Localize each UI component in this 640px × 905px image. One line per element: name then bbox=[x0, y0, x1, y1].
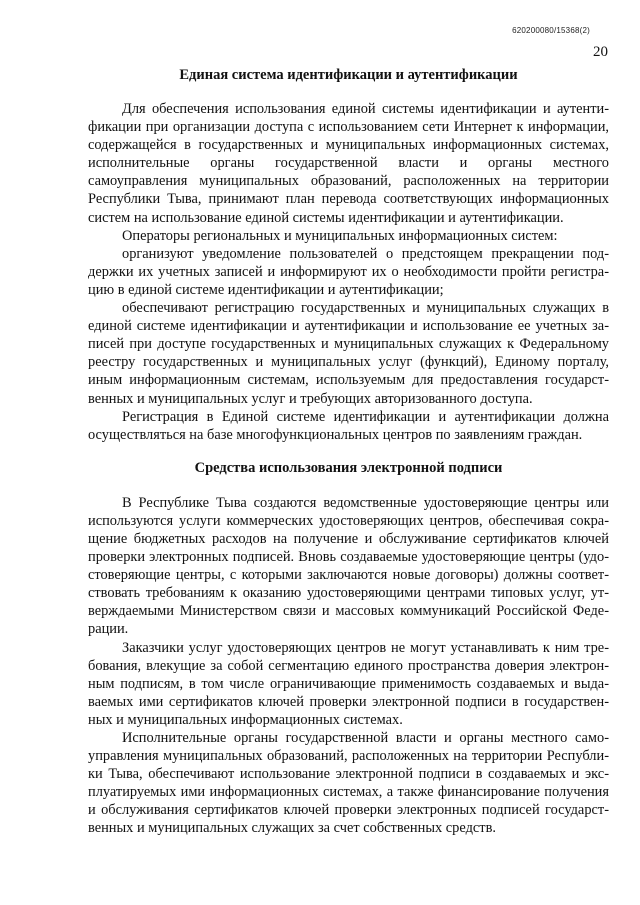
paragraph: Операторы региональных и муниципальных информационных систем: bbox=[122, 227, 558, 244]
page-number: 20 bbox=[593, 44, 608, 60]
list-item: организуют уведомление пользователей о предстоящем прекращении поддержки их учетных записей и информируют их о необходимости пройти регистрацию в единой системе идентификации и аутентификации; bbox=[88, 245, 609, 298]
paragraph: Для обеспечения использования единой системы идентификации и аутентификации при организации доступа с использованием сети Интернет к информации, содержащейся в государственных и муниципальных информационных системах, исполнительные органы государственной власти и органы местного самоуправления муниципальных образований, расположенных на территории Республики Тыва, принимают план перевода соответствующих информационных систем на использование единой системы идентификации и аутентификации. bbox=[88, 101, 609, 226]
section-title-identification: Единая система идентификации и аутентификации bbox=[179, 67, 518, 83]
list-item: обеспечивают регистрацию государственных и муниципальных служащих в единой системе идентификации и аутентификации и использование ее учетных записей при доступе государственных и муниципальных служащих к Федеральному реестру государственных и муниципальных услуг (функций), Единому порталу, иным информационным системам, используемым для предоставления государственных и муниципальных услуг и требующих авторизованного доступа. bbox=[88, 300, 609, 407]
page-content bbox=[88, 66, 609, 838]
section-title-electronic-signature: Средства использования электронной подписи bbox=[194, 459, 503, 476]
paragraph: Исполнительные органы государственной власти и органы местного самоуправления муниципальных образований, расположенных на территории Республики Тыва, обеспечивают использование электронной подписи в создаваемых и эксплуатируемых ими информационных системах, а также финансирование получения и обслуживания сертификатов ключей проверки электронных подписей государственных и муниципальных служащих за счет собственных средств. bbox=[88, 730, 609, 837]
paragraph: Регистрация в Единой системе идентификации и аутентификации должна осуществляться на базе многофункциональных центров по заявлениям граждан. bbox=[88, 408, 609, 443]
paragraph: Заказчики услуг удостоверяющих центров не могут устанавливать к ним требования, влекущие за собой сегментацию единого пространства доверия электронным подписям, в том числе ограничивающие применимость создаваемых и выдаваемых ими сертификатов ключей проверки электронной подписи в государственных и муниципальных информационных системах. bbox=[88, 639, 609, 728]
document-id: 620200080/15368(2) bbox=[512, 26, 590, 35]
paragraph: В Республике Тыва создаются ведомственные удостоверяющие центры или используются услуги коммерческих удостоверяющих центров, обеспечивая сокращение бюджетных расходов на получение и обслуживание сертификатов ключей проверки электронных подписей. Вновь создаваемые удостоверяющие центры (удостоверяющие центры, с которыми заключаются новые договоры) должны соответствовать требованиям к оказанию удостоверяющими центрами типовых услуг, утверждаемыми Министерством связи и массовых коммуникаций Российской Федерации. bbox=[88, 494, 609, 638]
